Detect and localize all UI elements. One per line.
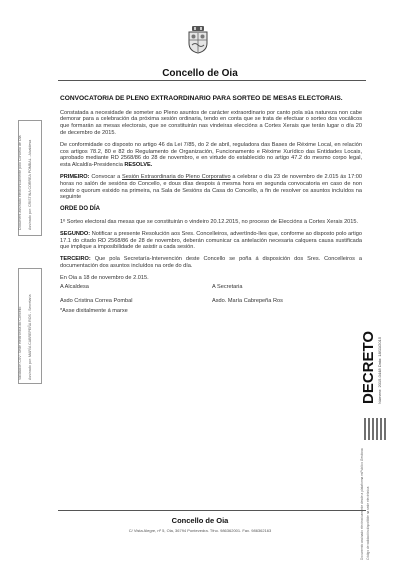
resolve-label: RESOLVE. bbox=[124, 162, 153, 169]
signature-roles bbox=[60, 284, 362, 291]
barcode-icon bbox=[364, 418, 386, 440]
margin-strip: Assinado por: MARÍA CABREPEÑA ROS - Secretaria bbox=[28, 294, 32, 380]
footer-divider bbox=[58, 510, 366, 511]
primeiro-underlined: Sesión Extraordinaria do Pleno Corporativo bbox=[122, 173, 231, 180]
place-date: En Oia a 18 de novembro de 2.015. bbox=[60, 274, 149, 281]
stamp-fine-print: Código de validación dispoñible na sede electrónica bbox=[366, 486, 370, 560]
paragraph-2 bbox=[60, 142, 362, 169]
primeiro-text-b: a celebrar o día 23 de novembro de 2.015 ás 17:00 horas no salón de sesións do Concello, e dous días despois á mesma hora en segunda convocatoria en caso de non existir o quorum esixido na primeira, na Sala de Sesións da Casa do Concello, a fin de resolver os asuntos incluídos na seguinte bbox=[60, 173, 363, 201]
document-heading: CONVOCATORIA DE PLENO EXTRAORDINARIO PARA SORTEO DE MESAS ELECTORAIS. bbox=[60, 95, 343, 102]
decreto-number: Número: 2015-0448 Data: 18/11/2015 bbox=[377, 336, 382, 404]
segundo-paragraph bbox=[60, 231, 362, 251]
primeiro-paragraph bbox=[60, 174, 362, 201]
orde-item: 1º Sorteo electoral das mesas que se constituirán o vindeiro 20.12.2015, no proceso de Eleccións a Cortes Xerais 2015. bbox=[60, 218, 359, 225]
decreto-word: DECRETO bbox=[360, 330, 377, 404]
footer-council-name: Concello de Oia bbox=[171, 516, 229, 525]
document-body bbox=[60, 95, 362, 320]
segundo-text: Notificar a presente Resolución aos Sres. Concelleiros, advertíndo-lles que, conforme ao disposto polo artigo 17.1 do citado RD 2568/86 de 28 de novembro, deberán comunicar ca antelación necesaria calquera causa xustificada que implique a imposibilidade de asistir a cada sesión. bbox=[60, 230, 362, 251]
header-divider bbox=[58, 80, 366, 81]
orde-title: ORDE DO DÍA bbox=[60, 206, 101, 213]
decreto-stamp bbox=[360, 330, 390, 560]
stamp-fine-print: Documento assinado electronicamente desde a plataforma esPublico Gestiona bbox=[360, 448, 364, 560]
margin-strip: Assinado por: CRISTINA CORREA POMBAL - Alcaldesa bbox=[28, 139, 32, 230]
secretaria-name: Asdo. María Cabrepeña Ros bbox=[212, 298, 283, 305]
secretaria-label: A Secretaria bbox=[212, 283, 243, 290]
paragraph-2-text: De conformidade co disposto no artigo 46 da Lei 7/85, do 2 de abril, reguladora das Bases de Réxime Local, en relación cos artigos 78.2, 80 e 82 do Regulamento de Organización, Funcionamento e Réxime Xurídico das Entidades Locais, aprobado mediante RD 2568/86 do 28 de novembro, e en virtude do establecido no artigo 47.2 do mesmo corpo legal, esta Alcaldía-Presidencia bbox=[60, 141, 362, 169]
digital-signature-note: *Asse dixitalmente á marxe bbox=[60, 308, 128, 315]
primeiro-label: PRIMEIRO: bbox=[60, 173, 90, 180]
terceiro-paragraph bbox=[60, 256, 362, 270]
margin-strip: Document assinado electronicamente polo Concello de Oia bbox=[18, 135, 22, 230]
terceiro-label: TERCEIRO: bbox=[60, 256, 91, 263]
primeiro-text-a: Convocar a bbox=[91, 173, 121, 180]
signature-names bbox=[60, 298, 362, 305]
margin-strip: Validación CSV: Sede electrónica do Concello bbox=[18, 306, 22, 380]
alcaldesa-name: Asdo Cristina Correa Pombal bbox=[60, 298, 133, 305]
terceiro-text: Que pola Secretaría-Intervención deste Concello se poña á disposición dos Sres. Concelleiros a documentación dos asuntos incluídos na orde do día. bbox=[60, 256, 362, 269]
segundo-label: SEGUNDO: bbox=[60, 230, 91, 237]
paragraph-1: Constatada a necesidade de someter ao Pleno asuntos de carácter extraordinario por canto pola súa natureza non cabe demorar para a celebración da próxima sesión ordinaria, tendo en conta que se trata de efectuar o sorteo dos vocálicos que formarán as mesas electorais, que se constituirán nas vindeiras eleccións a Cortes Xerais que terán lugar o día 20 de decembro de 2015. bbox=[60, 109, 362, 136]
council-title: Concello de Oia bbox=[162, 68, 238, 79]
footer-address: C/ Vista Alegre, nº 5, Oia, 36794 Pontevedra. Tfno. 986362001. Fax. 986362163 bbox=[128, 528, 272, 533]
left-margin-validation bbox=[18, 120, 52, 380]
alcaldesa-label: A Alcaldesa bbox=[60, 283, 89, 290]
coat-of-arms-icon bbox=[186, 26, 210, 54]
